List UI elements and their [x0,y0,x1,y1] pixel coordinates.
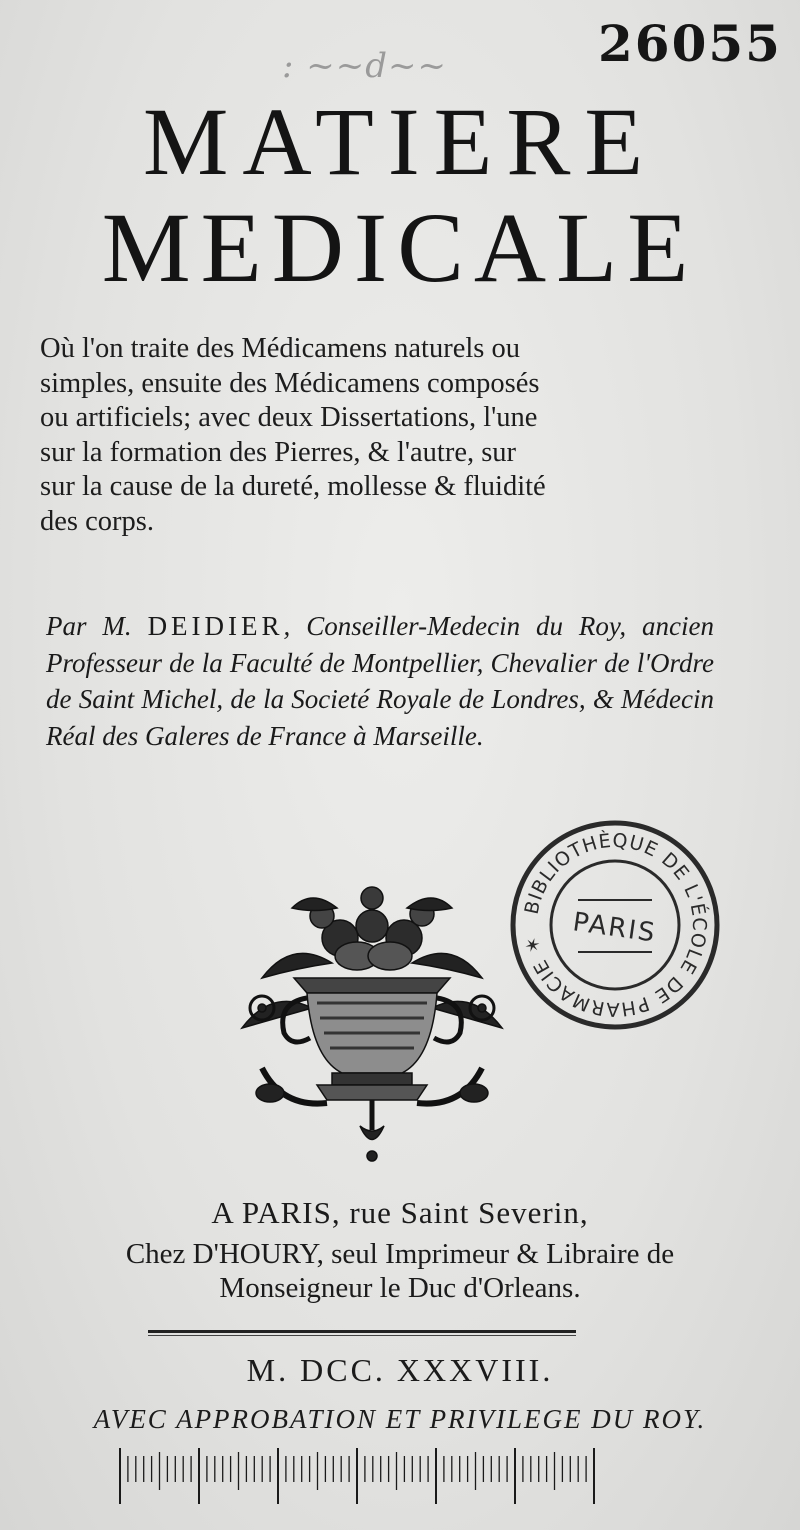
library-stamp [508,818,722,1032]
description-line: sur la formation des Pierres, & l'autre, sur [40,436,517,468]
description-line: sur la cause de la dureté, mollesse & fluidité [40,471,546,502]
privilege-statement: AVEC APPROBATION ET PRIVILEGE DU ROY. [93,1404,707,1434]
title-line-2: MEDICALE [101,192,699,303]
description-line: des corps. [40,505,154,537]
author-titles: , Conseiller-Medecin du Roy, ancien Professeur de la Faculté de Montpellier, Chevalier de l'Ordre de Saint Michel, de la Societé Royale de Londres, & Médecin Réal des Galeres de France à Marseille. [46,611,714,751]
title-line-1: MATIERE [143,88,657,195]
imprint-place: A PARIS, rue Saint Severin, [211,1195,589,1230]
description-line: simples, ensuite des Médicamens composés [40,367,540,399]
printers-ornament [222,868,522,1168]
stamp-center-text: PARIS [570,907,659,949]
author-statement [46,608,714,754]
author-prefix: Par M. [46,611,132,641]
divider-rule [148,1330,576,1333]
author-name: DEIDIER [147,611,284,641]
imprint-printer: Chez D'HOURY, seul Imprimeur & Libraire de [125,1238,675,1270]
scale-ruler [118,1448,596,1504]
description [40,332,722,539]
description-line: Où l'on traite des Médicamens naturels ou [40,333,521,364]
divider-rule-thin [148,1335,576,1336]
publication-date: M. DCC. XXXVIII. [246,1352,554,1388]
manuscript-note: : ~~d~~ [282,46,447,86]
shelf-number: 26055 [598,14,782,73]
description-line: ou artificiels; avec deux Dissertations, l'une [40,402,538,433]
imprint-patron: Monseigneur le Duc d'Orleans. [219,1272,581,1304]
stamp-ring-text: BIBLIOTHÈQUE DE L'ÉCOLE DE PHARMACIE ✶ [520,829,711,1021]
